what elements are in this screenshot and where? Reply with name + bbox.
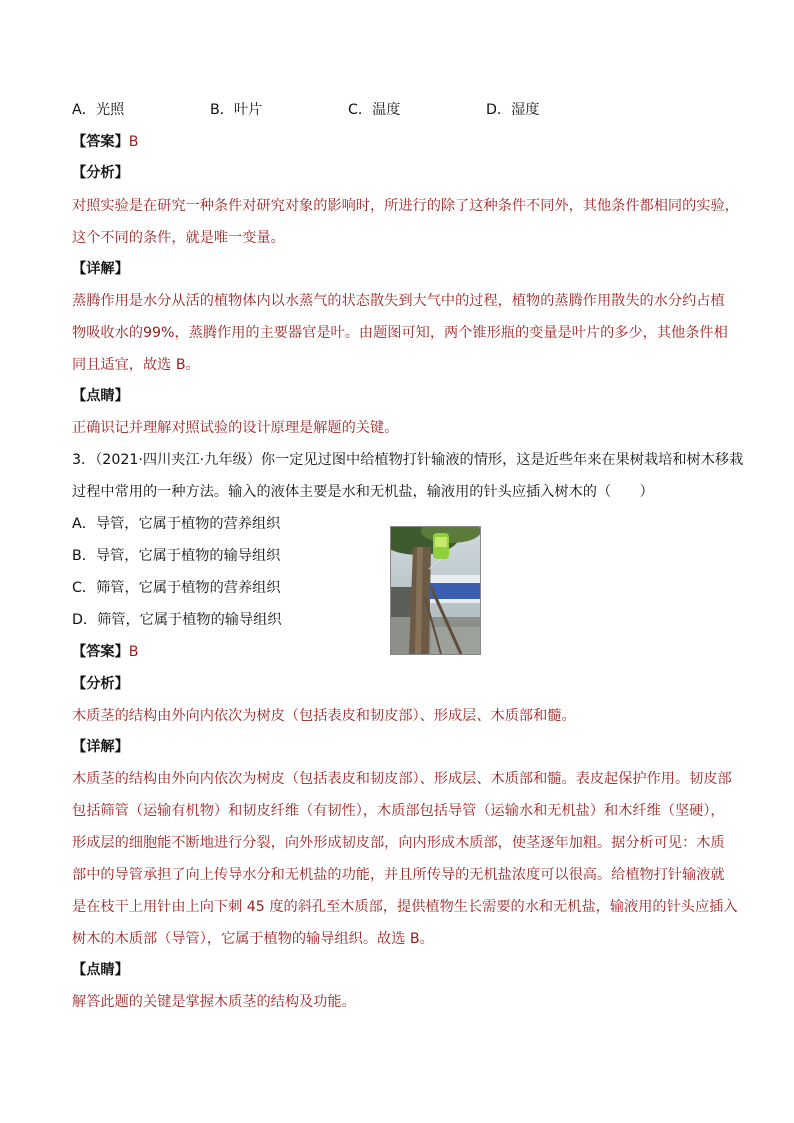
q2-answer-value: B <box>128 134 139 150</box>
q2-option-b: B．叶片 <box>210 102 263 118</box>
q3-stem-line-1: 3．（2021·四川夹江·九年级）你一定见过图中给植物打针输液的情形，这是近些年来在果树栽培和树木移栽 <box>72 452 744 468</box>
q2-option-c: C．温度 <box>348 102 401 118</box>
q3-option-b: B．导管，它属于植物的输导组织 <box>72 548 281 564</box>
q2-detail-line-2: 物吸收水的99%，蒸腾作用的主要器官是叶。由题图可知，两个锥形瓶的变量是叶片的多少，其他条件相 <box>72 325 728 341</box>
q3-analysis-text: 木质茎的结构由外向内依次为树皮（包括表皮和韧皮部）、形成层、木质部和髓。 <box>72 708 576 724</box>
q2-analysis-line-1: 对照实验是在研究一种条件对研究对象的影响时，所进行的除了这种条件不同外，其他条件都相同的实验， <box>72 198 739 214</box>
tree-infusion-photo <box>390 526 481 655</box>
q3-detail-tag: 【详解】 <box>72 739 129 755</box>
q3-answer-tag: 【答案】 <box>72 644 129 660</box>
q2-analysis-line-2: 这个不同的条件，就是唯一变量。 <box>72 230 285 246</box>
q2-answer-line <box>72 132 139 152</box>
q3-detail-line-1: 木质茎的结构由外向内依次为树皮（包括表皮和韧皮部）、形成层、木质部和髓。表皮起保护作用。韧皮部 <box>72 771 732 787</box>
q3-comment-tag: 【点睛】 <box>72 962 129 978</box>
q3-answer-value: B <box>128 644 139 660</box>
q3-option-d: D．筛管，它属于植物的输导组织 <box>72 612 282 628</box>
q3-stem-line-2: 过程中常用的一种方法。输入的液体主要是水和无机盐，输液用的针头应插入树木的（ ） <box>72 484 654 500</box>
q3-detail-line-5: 是在枝干上用针由上向下刺 45 度的斜孔至木质部，提供植物生长需要的水和无机盐，输液用的针头应插入 <box>72 899 738 915</box>
q2-detail-tag: 【详解】 <box>72 261 129 277</box>
q3-detail-line-3: 形成层的细胞能不断地进行分裂，向外形成韧皮部，向内形成木质部，使茎逐年加粗。据分析可见：木质 <box>72 835 725 851</box>
q3-option-a: A．导管，它属于植物的营养组织 <box>72 516 281 532</box>
q3-detail-line-2: 包括筛管（运输有机物）和韧皮纤维（有韧性），木质部包括导管（运输水和无机盐）和木纤维（坚硬）， <box>72 803 725 819</box>
q3-detail-line-6: 树木的木质部（导管），它属于植物的输导组织。故选 B。 <box>72 931 434 947</box>
q3-detail-line-4: 部中的导管承担了向上传导水分和无机盐的功能，并且所传导的无机盐浓度可以很高。给植物打针输液就 <box>72 867 725 883</box>
q2-option-a: A．光照 <box>72 102 125 118</box>
tree-photo-graphic <box>391 527 480 654</box>
q3-answer-line <box>72 642 139 662</box>
q2-comment-text: 正确识记并理解对照试验的设计原理是解题的关键。 <box>72 420 399 436</box>
q2-comment-tag: 【点睛】 <box>72 388 129 404</box>
q2-analysis-tag: 【分析】 <box>72 165 129 181</box>
q2-option-d: D．湿度 <box>486 102 540 118</box>
q2-answer-tag: 【答案】 <box>72 134 129 150</box>
q3-option-c: C．筛管，它属于植物的营养组织 <box>72 580 281 596</box>
q2-detail-line-1: 蒸腾作用是水分从活的植物体内以水蒸气的状态散失到大气中的过程，植物的蒸腾作用散失的水分约占植 <box>72 293 725 309</box>
q3-comment-text: 解答此题的关键是掌握木质茎的结构及功能。 <box>72 994 356 1010</box>
q3-analysis-tag: 【分析】 <box>72 676 129 692</box>
q2-detail-line-3: 同且适宜，故选 B。 <box>72 357 200 373</box>
